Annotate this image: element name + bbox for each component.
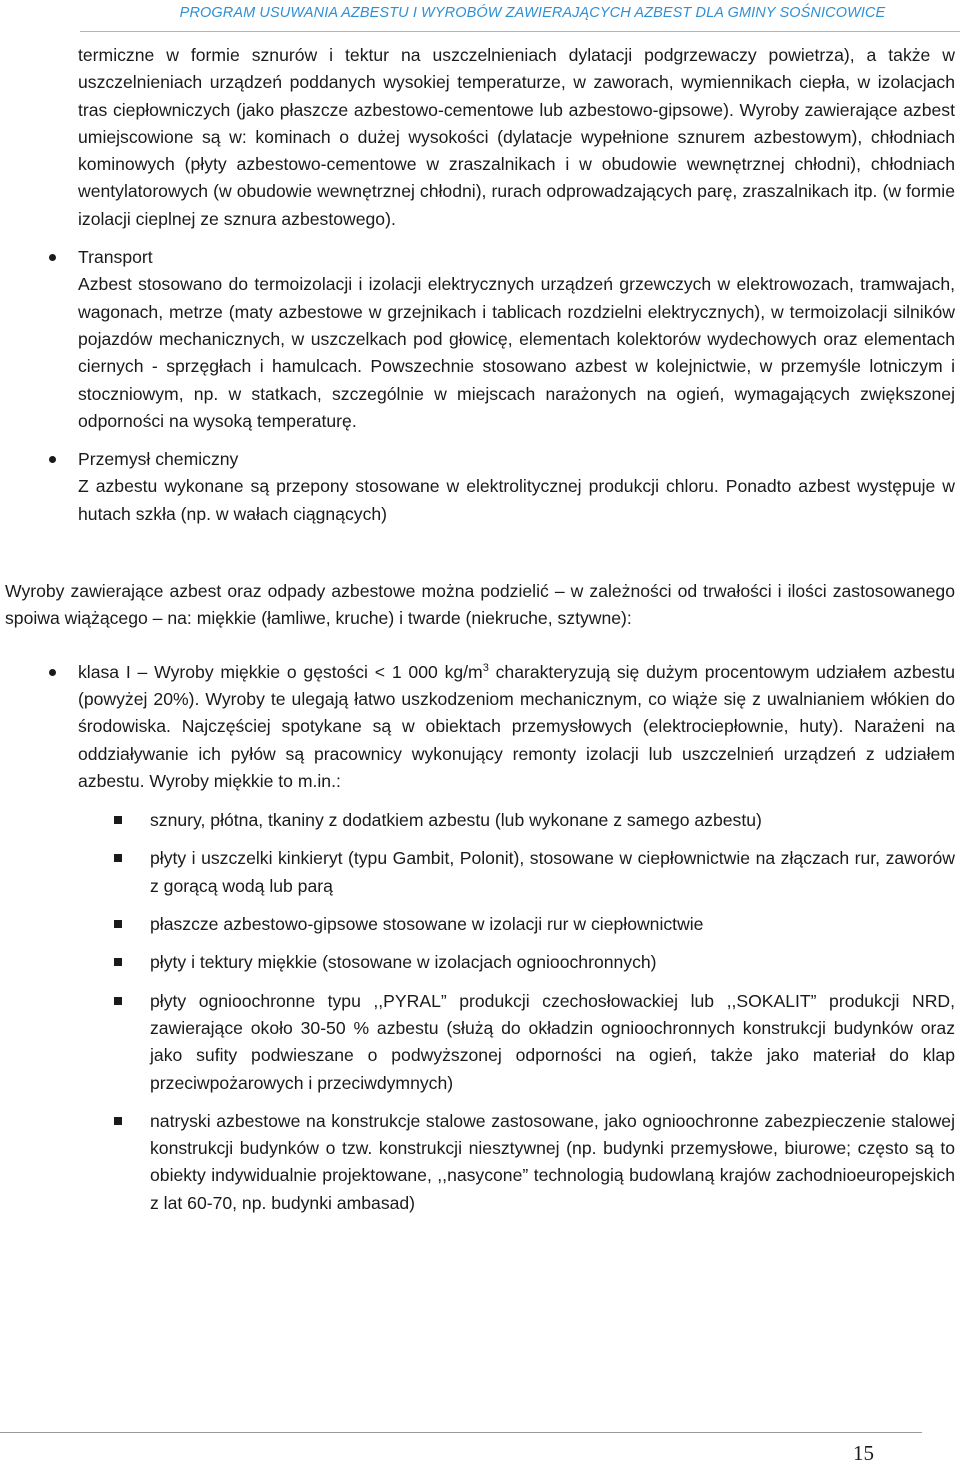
list-item [150, 845, 955, 900]
bullet-dot-icon [49, 669, 56, 676]
class-one-text-end: charakteryzują się dużym procentowym udziałem azbestu (powyżej 20%). Wyroby te ulegają łatwo uszkodzeniom mechanicznym, co wiąże się z uwalnianiem włókien do środowiska. Najczęściej spotykane są w obiektach przemysłowych (elektrociepłownie, huty). Narażeni na oddziaływanie ich pyłów są pracownicy wykonujący remonty izolacji lub uszczelnień urządzeń z udziałem azbestu. Wyroby miękkie to m.in.: [78, 661, 955, 791]
list-item-text: płaszcze azbestowo-gipsowe stosowane w izolacji rur w ciepłownictwie [150, 914, 704, 935]
square-bullet-icon [114, 1117, 122, 1125]
square-bullet-icon [114, 920, 122, 928]
list-item-text: płyty i tektury miękkie (stosowane w izolacjach ognioochronnych) [150, 952, 657, 973]
class-one-text-start: klasa I – Wyroby miękkie o gęstości < 1 000 kg/m [78, 661, 483, 682]
class-one-text [78, 659, 955, 795]
bullet-dot-icon [49, 254, 56, 261]
intro-paragraph: termiczne w formie sznurów i tektur na uszczelnieniach dylatacji podgrzewaczy powietrza), a także w uszczelnieniach urządzeń poddanych wysokiej temperaturze, w zaworach, wymiennikach ciepła, w izolacjach tras ciepłowniczych (jako płaszcze azbestowo-cementowe lub azbestowo-gipsowe). Wyroby zawierające azbest umiejscowione są w: kominach o dużej wysokości (dylatacje wypełnione sznurem azbestowym), chłodniach kominowych (płyty azbestowo-cementowe w zraszalnikach i w obudowie wewnętrznej chłodni), chłodniach wentylatorowych (w obudowie wewnętrznej chłodni), rurach odprowadzających parę, zraszalnikach itp. (w formie izolacji cieplnej ze sznura azbestowego). [78, 45, 955, 229]
header-divider [80, 31, 960, 32]
page-header [0, 4, 960, 22]
bullet-class-one [78, 659, 955, 795]
bullet-title: Przemysł chemiczny [78, 449, 239, 470]
page-number: 15 [853, 1441, 874, 1465]
bullet-text: Z azbestu wykonane są przepony stosowane w elektrolitycznej produkcji chloru. Ponadto azbest występuje w hutach szkła (np. w wałach ciągnących) [78, 476, 955, 524]
bullet-dot-icon [49, 456, 56, 463]
soft-products-list [0, 807, 960, 1217]
list-item-text: natryski azbestowe na konstrukcje stalowe zastosowane, jako ognioochronne zabezpieczenie stalowej konstrukcji budynków o tzw. konstrukcji niesztywnej (np. budynki przemysłowe, biurowe; często są to obiekty indywidualnie projektowane, ,,nasycone” technologią budowlaną krajów zachodnioeuropejskich z lat 60-70, np. budynki ambasad) [150, 1110, 955, 1213]
square-bullet-icon [114, 997, 122, 1005]
header-title: PROGRAM USUWANIA AZBESTU I WYROBÓW ZAWIERAJĄCYCH AZBEST DLA GMINY SOŚNICOWICE [179, 5, 886, 21]
bullet-transport [78, 244, 955, 435]
list-item [150, 988, 955, 1097]
bullet-chemical-industry [78, 446, 955, 528]
square-bullet-icon [114, 958, 122, 966]
bullet-title: Transport [78, 247, 153, 268]
list-item [150, 807, 955, 834]
list-item-text: sznury, płótna, tkaniny z dodatkiem azbestu (lub wykonane z samego azbestu) [150, 810, 762, 831]
bullet-text: Azbest stosowano do termoizolacji i izolacji elektrycznych urządzeń grzewczych w elektrowozach, tramwajach, wagonach, metrze (maty azbestowe w grzejnikach i tablicach rozdzielni elektrycznych), w termoizolacji silników pojazdów mechanicznych, w uszczelkach pod głowicę, elementach kolektorów wydechowych oraz elementach ciernych - sprzęgłach i hamulcach. Powszechnie stosowano azbest w kolejnictwie, w przemyśle lotniczym i stoczniowym, np. w statkach, szczególnie w miejscach narażonych na ogień, wymagających zwiększonej odporności na wysoką temperaturę. [78, 274, 955, 431]
page-content [0, 42, 960, 1228]
list-item-text: płyty i uszczelki kinkieryt (typu Gambit, Polonit), stosowane w ciepłownictwie na złączach rur, zaworów z gorącą wodą lub parą [150, 848, 955, 896]
list-item-text: płyty ognioochronne typu ,,PYRAL” produkcji czechosłowackiej lub ,,SOKALIT” produkcji NRD, zawierające około 30-50 % azbestu (służą do okładzin ognioochronnych konstrukcji budynków oraz jako sufity podwieszane o podwyższonej odporności na ogień, także jako materiał do klap przeciwpożarowych i przeciwdymnych) [150, 990, 955, 1093]
list-item [150, 1108, 955, 1217]
list-item [150, 911, 955, 938]
square-bullet-icon [114, 854, 122, 862]
superscript-exponent: 3 [482, 661, 489, 674]
classification-paragraph: Wyroby zawierające azbest oraz odpady azbestowe można podzielić – w zależności od trwałości i ilości zastosowanego spoiwa wiążącego – na: miękkie (łamliwe, kruche) i twarde (niekruche, sztywne): [5, 581, 955, 629]
footer-divider [0, 1432, 922, 1433]
square-bullet-icon [114, 816, 122, 824]
list-item [150, 949, 955, 976]
